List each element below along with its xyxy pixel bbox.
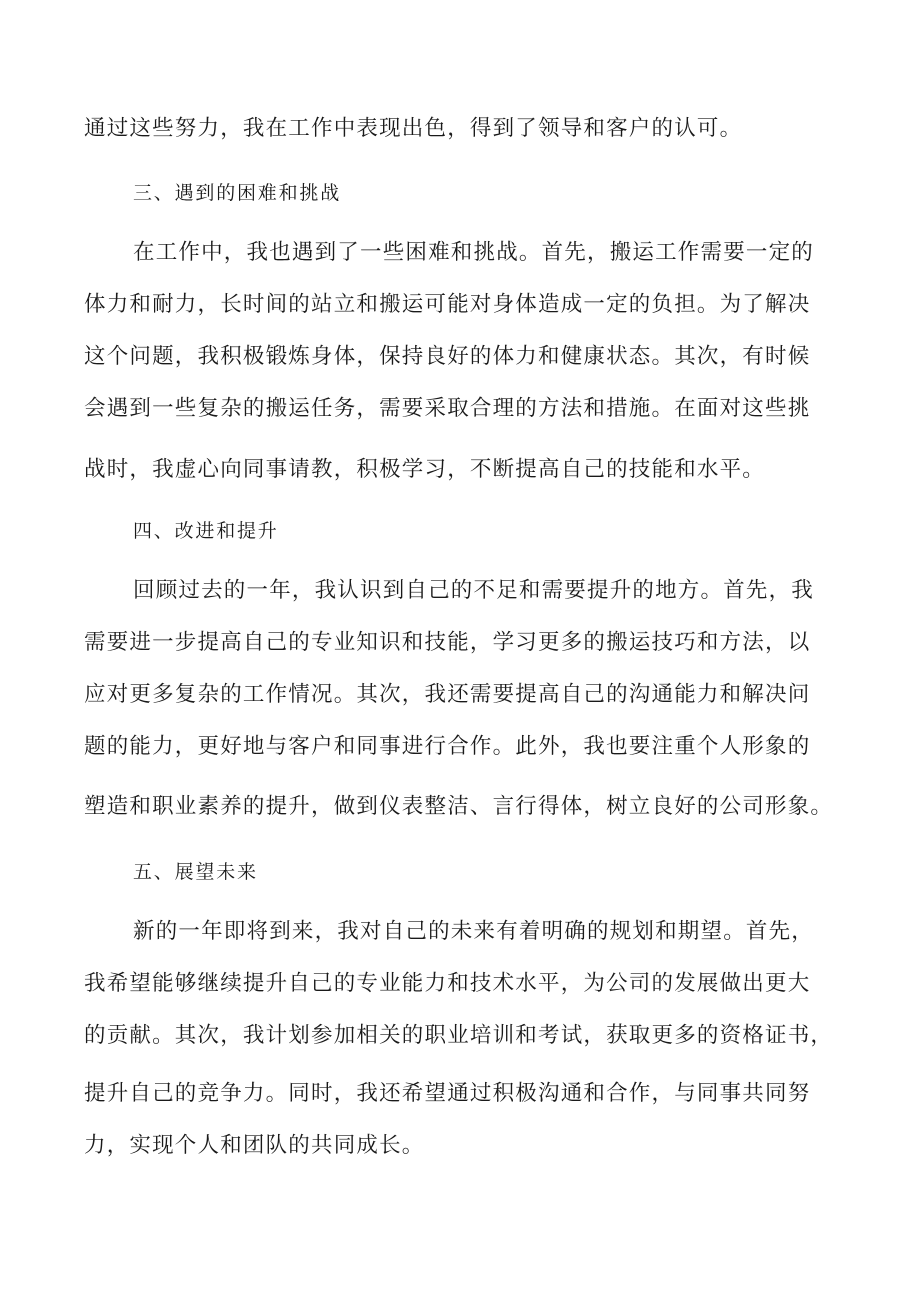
paragraph-line: 需要进一步提高自己的专业知识和技能，学习更多的搬运技巧和方法，以: [84, 630, 811, 655]
paragraph-line: 提升自己的竞争力。同时，我还希望通过积极沟通和合作，与同事共同努: [84, 1081, 811, 1106]
paragraph-line: 回顾过去的一年，我认识到自己的不足和需要提升的地方。首先，我: [133, 578, 815, 603]
paragraph-line: 在工作中，我也遇到了一些困难和挑战。首先，搬运工作需要一定的: [133, 240, 815, 265]
paragraph-line: 我希望能够继续提升自己的专业能力和技术水平，为公司的发展做出更大: [84, 971, 811, 996]
paragraph-line: 会遇到一些复杂的搬运任务，需要采取合理的方法和措施。在面对这些挑: [84, 396, 811, 421]
paragraph-line: 题的能力，更好地与客户和同事进行合作。此外，我也要注重个人形象的: [84, 734, 811, 759]
paragraph-line: 体力和耐力，长时间的站立和搬运可能对身体造成一定的负担。为了解决: [84, 292, 811, 317]
section-heading-challenges: 三、遇到的困难和挑战: [133, 182, 342, 204]
paragraph-line: 新的一年即将到来，我对自己的未来有着明确的规划和期望。首先，: [133, 919, 815, 944]
section-heading-outlook: 五、展望未来: [133, 861, 258, 883]
paragraph-line: 塑造和职业素养的提升，做到仪表整洁、言行得体，树立良好的公司形象。: [84, 794, 834, 819]
paragraph-line: 应对更多复杂的工作情况。其次，我还需要提高自己的沟通能力和解决问: [84, 682, 811, 707]
paragraph-line: 力，实现个人和团队的共同成长。: [84, 1133, 425, 1158]
section-heading-improvement: 四、改进和提升: [133, 520, 279, 542]
paragraph-line: 通过这些努力，我在工作中表现出色，得到了领导和客户的认可。: [84, 116, 743, 141]
paragraph-line: 这个问题，我积极锻炼身体，保持良好的体力和健康状态。其次，有时候: [84, 344, 811, 369]
paragraph-line: 战时，我虚心向同事请教，积极学习，不断提高自己的技能和水平。: [84, 457, 766, 482]
paragraph-line: 的贡献。其次，我计划参加相关的职业培训和考试，获取更多的资格证书，: [84, 1023, 834, 1048]
